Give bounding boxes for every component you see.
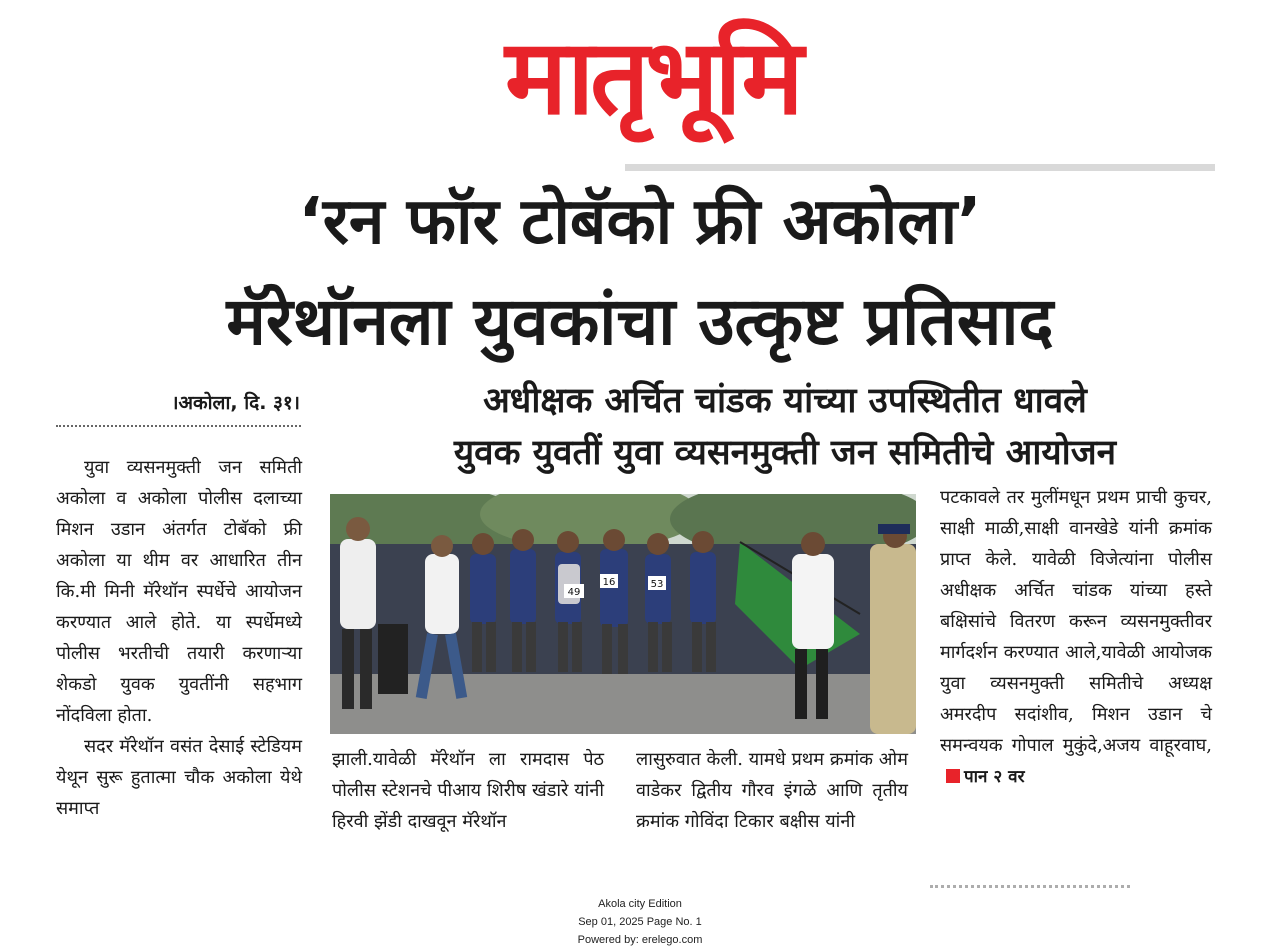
dateline: ।अकोला, दि. ३१। xyxy=(171,392,300,414)
subheadline-line-2: युवक युवतीं युवा व्यसनमुक्ती जन समितीचे आयोजन xyxy=(453,433,1117,473)
continued-marker-icon xyxy=(946,769,960,783)
article-paragraph: सदर मॅरेथॉन वसंत देसाई स्टेडियम येथून सुरू हुतात्मा चौक अकोला येथे समाप्त xyxy=(56,736,302,819)
headline-line-1: ‘रन फॉर टोबॅको फ्री अकोला’ xyxy=(298,185,982,259)
article-column-mid-1 xyxy=(332,744,604,837)
bib-number: 49 xyxy=(567,587,581,598)
continued-on-page: पान २ वर xyxy=(964,767,1025,787)
article-column-left xyxy=(56,452,302,824)
date-page-label: Sep 01, 2025 Page No. 1 xyxy=(578,916,702,928)
article-column-mid-2 xyxy=(636,744,908,837)
article-paragraph: युवा व्यसनमुक्ती जन समिती अकोला व अकोला पोलीस दलाच्या मिशन उडान अंतर्गत टोबॅको फ्री अकोला या थीम वर आधारित तीन कि.मी मिनी मॅरेथॉन स्पर्धेचे आयोजन करण्यात आले होते. या स्पर्धेमध्ये पोलीस भरतीची तयारी करणाऱ्या शेकडो युवक युवतींनी सहभाग नोंदविला होता. xyxy=(56,457,302,726)
article-paragraph: लासुरुवात केली. यामधे प्रथम क्रमांक ओम वाडेकर द्वितीय गौरव इंगळे आणि तृतीय क्रमांक गोविंदा टिकार बक्षीस यांनी xyxy=(636,749,908,832)
masthead-logo: मातृभूमि xyxy=(505,16,800,138)
cut-off-text-edge xyxy=(930,885,1130,891)
masthead-rule xyxy=(625,164,1215,171)
article-paragraph: झाली.यावेळी मॅरेथॉन ला रामदास पेठ पोलीस स्टेशनचे पीआय शिरीष खंडारे यांनी हिरवी झेंडी दाखवून मॅरेथॉन xyxy=(332,749,604,832)
article-text: पटकावले तर मुलींमधून प्रथम प्राची कुचर, साक्षी माळी,साक्षी वानखेडे यांनी क्रमांक प्राप्त केले. यावेळी विजेत्यांना पोलीस अधीक्षक अर्चित चांडक यांच्या हस्ते बक्षिसांचे वितरण करून व्यसनमुक्तीवर मार्गदर्शन करण्यात आले,यावेळी आयोजक युवा व्यसनमुक्ती समितीचे अध्यक्ष अमरदीप सदांशीव, मिशन उडान चे समन्वयक गोपाल मुकुंदे,अजय वाहूरवाघ, xyxy=(940,487,1212,756)
bib-number: 53 xyxy=(650,579,664,590)
bib-number: 16 xyxy=(602,577,616,588)
edition-label: Akola city Edition xyxy=(598,898,682,910)
article-column-right xyxy=(940,482,1212,793)
subheadline-line-1: अधीक्षक अर्चित चांडक यांच्या उपस्थितीत धावले xyxy=(483,381,1087,421)
marathon-photo xyxy=(330,494,916,734)
dateline-divider xyxy=(56,425,301,427)
article-paragraph xyxy=(940,482,1212,793)
headline-line-2: मॅरेथॉनला युवकांचा उत्कृष्ट प्रतिसाद xyxy=(226,283,1054,360)
powered-by-label: Powered by: erelego.com xyxy=(577,934,703,946)
